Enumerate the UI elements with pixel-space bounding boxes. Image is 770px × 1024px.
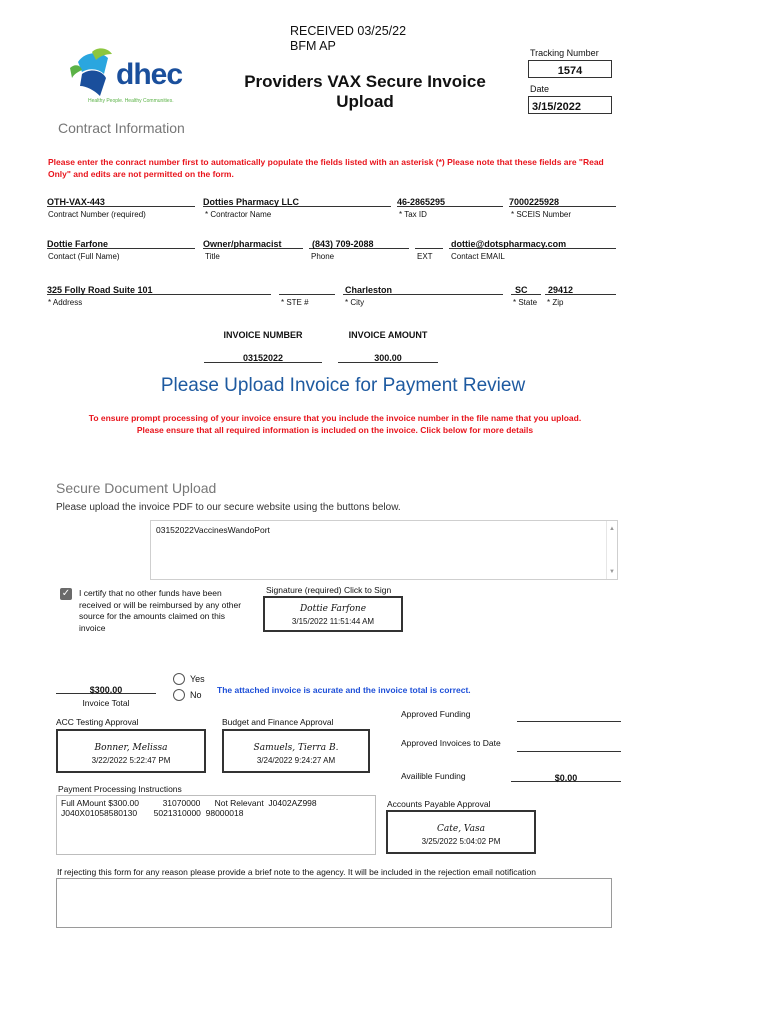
email-label: Contact EMAIL bbox=[451, 252, 505, 261]
received-date: RECEIVED 03/25/22 bbox=[290, 24, 407, 38]
upload-notice-line1: To ensure prompt processing of your invoice ensure that you include the invoice number in the file name that you upload. bbox=[88, 413, 582, 423]
invoice-amount-field[interactable] bbox=[338, 348, 438, 363]
contract-number-field[interactable] bbox=[47, 192, 195, 207]
date-field bbox=[528, 96, 612, 114]
city-label: * City bbox=[345, 298, 365, 307]
secure-upload-heading: Secure Document Upload bbox=[56, 480, 217, 496]
invoice-number-field[interactable] bbox=[204, 348, 322, 363]
ext-label: EXT bbox=[417, 252, 433, 261]
available-funding-label: Availible Funding bbox=[401, 771, 466, 781]
no-label: No bbox=[190, 690, 202, 700]
email-value: dottie@dotspharmacy.com bbox=[451, 239, 567, 249]
invoice-total-field[interactable] bbox=[56, 680, 156, 694]
zip-field bbox=[545, 280, 616, 295]
approved-invoices-field[interactable] bbox=[517, 738, 621, 752]
date-value: 3/15/2022 bbox=[532, 101, 581, 113]
sceis-label: * SCEIS Number bbox=[511, 210, 572, 219]
checkmark-icon: ✓ bbox=[61, 588, 71, 599]
ste-field bbox=[279, 280, 335, 295]
invoice-number-value: 03152022 bbox=[242, 353, 284, 363]
budget-signature-box[interactable] bbox=[222, 729, 370, 773]
file-box-scrollbar[interactable] bbox=[606, 521, 617, 579]
certify-signature-name: Dottie Farfone bbox=[299, 604, 367, 614]
approved-funding-label: Approved Funding bbox=[401, 709, 471, 719]
available-funding-value: $0.00 bbox=[554, 773, 578, 783]
invoice-total-value: $300.00 bbox=[89, 685, 123, 695]
certify-signature-date: 3/15/2022 11:51:44 AM bbox=[291, 617, 375, 626]
tracking-number-value: 1574 bbox=[557, 65, 583, 77]
approved-invoices-label: Approved Invoices to Date bbox=[401, 738, 501, 748]
budget-label: Budget and Finance Approval bbox=[222, 717, 334, 727]
contact-value: Dottie Farfone bbox=[47, 239, 109, 249]
title-field[interactable] bbox=[203, 234, 303, 249]
payment-processing-line1: Full AMount $300.00 31070000 Not Relevant J0402AZ998 bbox=[61, 798, 317, 808]
scroll-down-icon[interactable]: ▼ bbox=[609, 569, 615, 575]
form-title-line2: Upload bbox=[336, 92, 394, 111]
address-value: 325 Folly Road Suite 101 bbox=[47, 285, 153, 295]
contract-notice: Please enter the conract number first to automatically populate the fields listed with an asterisk (*) Please note that these fields are "Read Only" and edits are not permitted on the form. bbox=[48, 157, 604, 179]
secure-upload-instruction: Please upload the invoice PDF to our secure website using the buttons below. bbox=[56, 502, 401, 513]
form-title-line1: Providers VAX Secure Invoice bbox=[244, 72, 486, 91]
logo-tagline: Healthy People. Healthy Communities. bbox=[88, 98, 174, 104]
budget-signature-date: 3/24/2022 9:24:27 AM bbox=[256, 756, 336, 765]
logo-wordmark: dhec bbox=[116, 58, 183, 91]
tax-id-label: * Tax ID bbox=[399, 210, 427, 219]
acc-testing-signature-date: 3/22/2022 5:22:47 PM bbox=[91, 756, 171, 765]
ap-approval-signature-name: Cate, Vasa bbox=[437, 824, 485, 834]
contact-field[interactable] bbox=[47, 234, 195, 249]
upload-notice-line2: Please ensure that all required information is included on the invoice. Click below for more details bbox=[136, 425, 534, 435]
contract-number-value: OTH-VAX-443 bbox=[47, 197, 105, 207]
received-stamp bbox=[290, 24, 406, 54]
certify-text: I certify that no other funds have been received or will be reimbursed by any other source for the amounts claimed on this invoice bbox=[79, 588, 242, 633]
city-field bbox=[343, 280, 503, 295]
approved-funding-field[interactable] bbox=[517, 708, 621, 722]
uploaded-file-box[interactable] bbox=[150, 520, 618, 580]
state-field bbox=[511, 280, 541, 295]
email-field[interactable] bbox=[449, 234, 616, 249]
certify-signature-box[interactable] bbox=[263, 596, 403, 632]
yes-label: Yes bbox=[190, 674, 205, 684]
title-label: Title bbox=[205, 252, 220, 261]
address-label: * Address bbox=[48, 298, 83, 307]
ap-approval-signature-date: 3/25/2022 5:04:02 PM bbox=[421, 837, 501, 846]
state-label: * State bbox=[513, 298, 538, 307]
phone-label: Phone bbox=[311, 252, 335, 261]
upload-notice bbox=[40, 412, 630, 436]
yes-radio[interactable] bbox=[173, 673, 185, 685]
tax-id-value: 46-2865295 bbox=[397, 197, 446, 207]
payment-processing-label: Payment Processing Instructions bbox=[58, 784, 182, 794]
contractor-name-field bbox=[203, 192, 391, 207]
contract-number-label: Contract Number (required) bbox=[48, 210, 146, 219]
invoice-total-label: Invoice Total bbox=[82, 698, 130, 708]
payment-processing-line2: J040X01058580130 5021310000 98000018 bbox=[61, 808, 244, 818]
contract-info-heading: Contract Information bbox=[58, 120, 185, 136]
rejection-note-textarea[interactable] bbox=[56, 878, 612, 928]
title-value: Owner/pharmacist bbox=[203, 239, 282, 249]
phone-value: (843) 709-2088 bbox=[312, 239, 374, 249]
uploaded-file-name: 03152022VaccinesWandoPort bbox=[156, 525, 270, 535]
acc-testing-signature-box[interactable] bbox=[56, 729, 206, 773]
budget-signature-name: Samuels, Tierra B. bbox=[253, 743, 339, 753]
phone-field[interactable] bbox=[309, 234, 409, 249]
acc-testing-label: ACC Testing Approval bbox=[56, 717, 139, 727]
contractor-name-label: * Contractor Name bbox=[205, 210, 272, 219]
invoice-number-label: INVOICE NUMBER bbox=[223, 330, 303, 340]
dhec-logo bbox=[60, 44, 200, 110]
sceis-field bbox=[509, 192, 616, 207]
city-value: Charleston bbox=[345, 285, 393, 295]
rejection-label: If rejecting this form for any reason please provide a brief note to the agency. It will be included in the rejection email notification bbox=[57, 867, 536, 877]
ap-approval-signature-box[interactable] bbox=[386, 810, 536, 854]
contractor-name-value: Dotties Pharmacy LLC bbox=[203, 197, 300, 207]
state-value: SC bbox=[515, 285, 528, 295]
signature-label: Signature (required) Click to Sign bbox=[266, 585, 392, 595]
date-label: Date bbox=[530, 84, 550, 94]
tax-id-field bbox=[397, 192, 503, 207]
received-dept: BFM AP bbox=[290, 39, 336, 53]
contact-label: Contact (Full Name) bbox=[48, 252, 120, 261]
tracking-number-field bbox=[528, 60, 612, 78]
invoice-amount-label: INVOICE AMOUNT bbox=[348, 330, 428, 340]
invoice-amount-value: 300.00 bbox=[374, 353, 402, 363]
certify-checkbox[interactable] bbox=[60, 588, 72, 600]
ext-field[interactable] bbox=[415, 234, 443, 249]
upload-heading: Please Upload Invoice for Payment Review bbox=[160, 375, 526, 396]
address-field bbox=[47, 280, 271, 295]
scroll-up-icon[interactable]: ▲ bbox=[609, 526, 615, 532]
tracking-number-label: Tracking Number bbox=[530, 48, 599, 58]
acc-testing-signature-name: Bonner, Melissa bbox=[94, 743, 168, 753]
no-radio[interactable] bbox=[173, 689, 185, 701]
ap-approval-label: Accounts Payable Approval bbox=[387, 799, 491, 809]
zip-value: 29412 bbox=[548, 285, 574, 295]
sceis-value: 7000225928 bbox=[509, 197, 560, 207]
payment-processing-textarea[interactable] bbox=[56, 795, 376, 855]
accuracy-statement: The attached invoice is acurate and the invoice total is correct. bbox=[217, 685, 471, 695]
ste-label: * STE # bbox=[281, 298, 309, 307]
available-funding-field bbox=[511, 768, 621, 782]
zip-label: * Zip bbox=[547, 298, 564, 307]
form-title bbox=[220, 72, 510, 112]
